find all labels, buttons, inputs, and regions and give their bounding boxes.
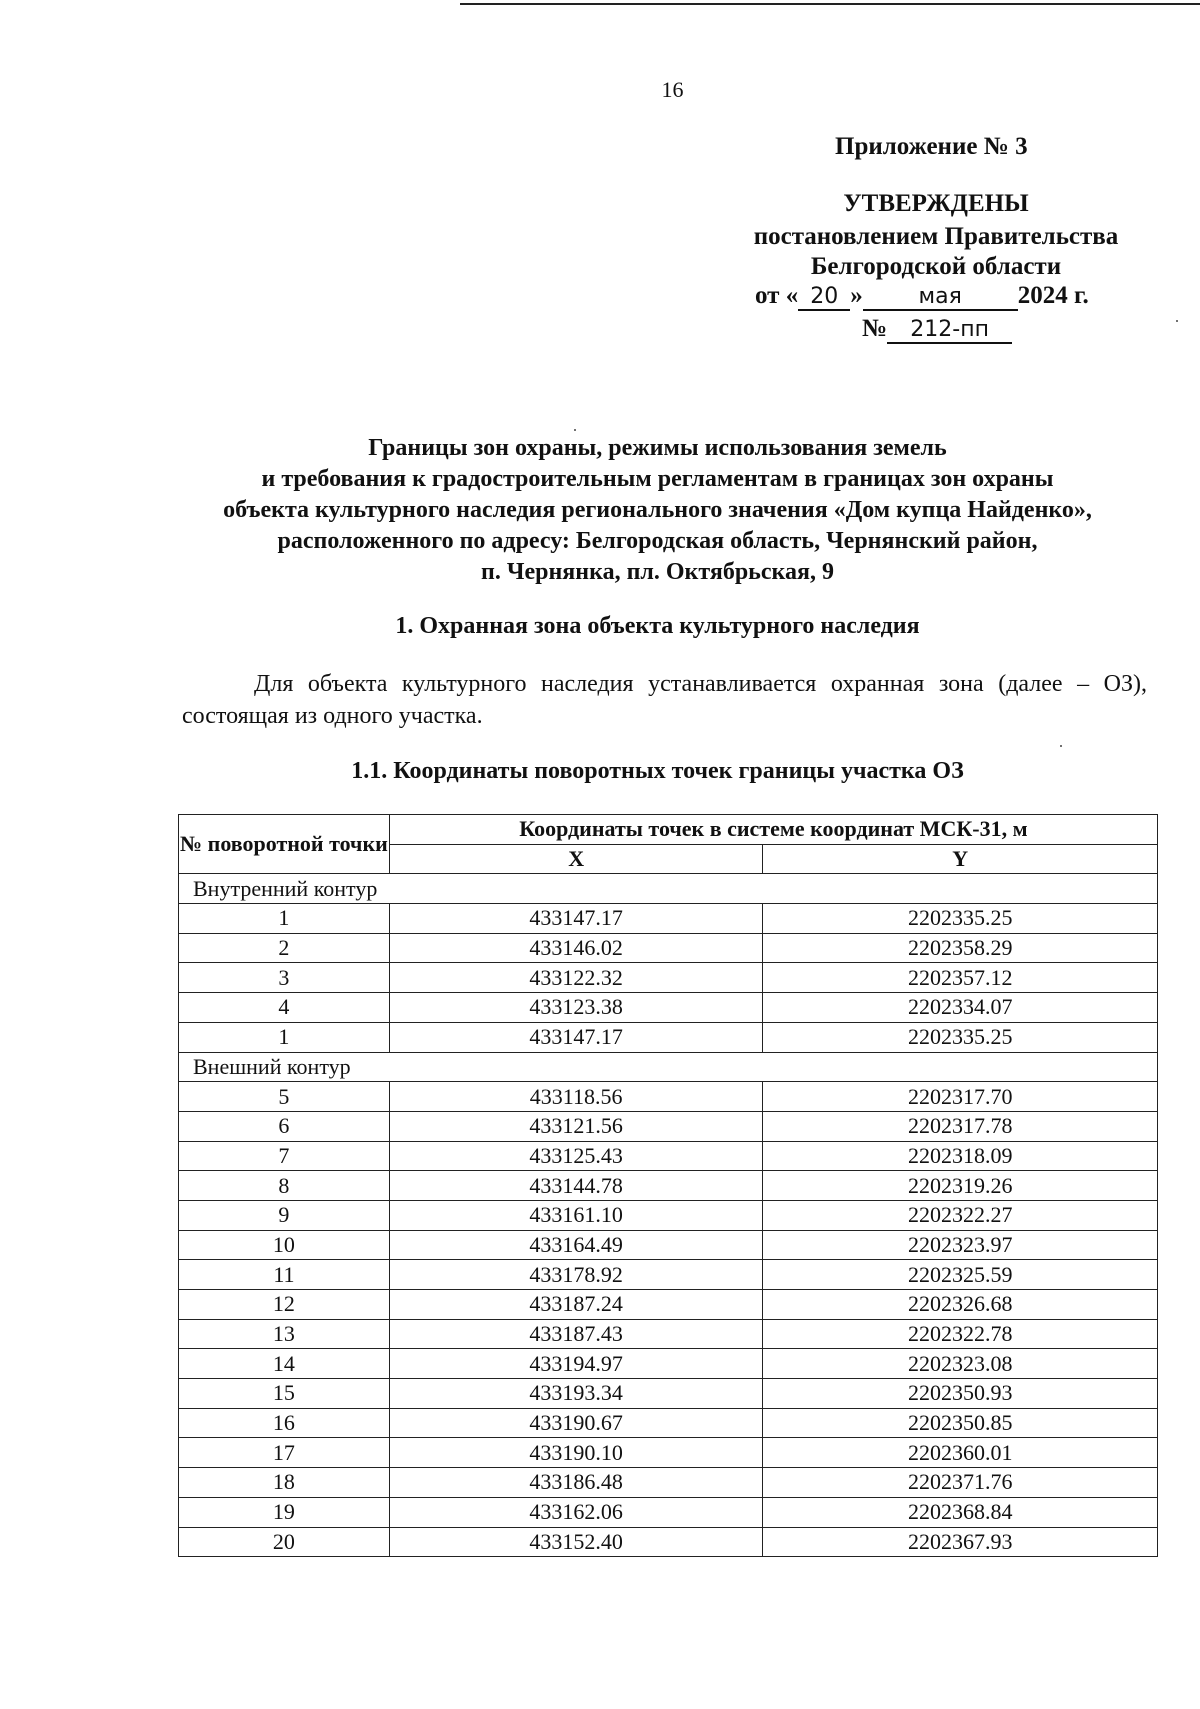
table-row bbox=[179, 1171, 1158, 1201]
scan-top-edge-line bbox=[460, 3, 1200, 5]
contour-label: Внутренний контур bbox=[179, 874, 1158, 904]
point-number-cell: 16 bbox=[179, 1408, 390, 1438]
number-value: 212-пп bbox=[887, 317, 1012, 344]
table-group-row bbox=[179, 1052, 1158, 1082]
title-line: Границы зон охраны, режимы использования земель bbox=[368, 435, 947, 461]
x-coordinate-cell: 433190.67 bbox=[389, 1408, 763, 1438]
point-number-cell: 17 bbox=[179, 1438, 390, 1468]
approved-heading: УТВЕРЖДЕНЫ bbox=[843, 190, 1029, 217]
x-coordinate-cell: 433193.34 bbox=[389, 1379, 763, 1409]
point-number-cell: 1 bbox=[179, 1022, 390, 1052]
table-row bbox=[179, 1230, 1158, 1260]
page-number: 16 bbox=[661, 77, 684, 102]
table-row bbox=[179, 1200, 1158, 1230]
date-year: 2024 г. bbox=[1017, 282, 1089, 309]
contour-label: Внешний контур bbox=[179, 1052, 1158, 1082]
point-number-cell: 2 bbox=[179, 933, 390, 963]
table-row bbox=[179, 1141, 1158, 1171]
y-coordinate-cell: 2202335.25 bbox=[763, 1022, 1158, 1052]
table-row bbox=[179, 963, 1158, 993]
table-row bbox=[179, 1468, 1158, 1498]
table-row bbox=[179, 904, 1158, 934]
approval-date bbox=[755, 282, 1089, 311]
table-row bbox=[179, 1408, 1158, 1438]
date-mid: » bbox=[850, 282, 863, 309]
y-coordinate-cell: 2202326.68 bbox=[763, 1290, 1158, 1320]
x-coordinate-cell: 433118.56 bbox=[389, 1082, 763, 1112]
point-number-cell: 19 bbox=[179, 1497, 390, 1527]
x-coordinate-cell: 433164.49 bbox=[389, 1230, 763, 1260]
x-coordinate-cell: 433194.97 bbox=[389, 1349, 763, 1379]
table-row bbox=[179, 993, 1158, 1023]
x-coordinate-cell: 433178.92 bbox=[389, 1260, 763, 1290]
y-coordinate-cell: 2202318.09 bbox=[763, 1141, 1158, 1171]
point-number-cell: 20 bbox=[179, 1527, 390, 1557]
scan-speck bbox=[1060, 745, 1062, 747]
y-coordinate-cell: 2202371.76 bbox=[763, 1468, 1158, 1498]
y-coordinate-cell: 2202322.27 bbox=[763, 1200, 1158, 1230]
x-coordinate-cell: 433187.43 bbox=[389, 1319, 763, 1349]
title-line: и требования к градостроительным регламентам в границах зон охраны bbox=[261, 466, 1054, 492]
x-coordinate-cell: 433162.06 bbox=[389, 1497, 763, 1527]
body-paragraph: Для объекта культурного наследия устанавливается охранная зона (далее – ОЗ), состоящая из одного участка. bbox=[182, 671, 1147, 729]
scan-speck bbox=[1176, 320, 1178, 322]
x-coordinate-cell: 433190.10 bbox=[389, 1438, 763, 1468]
x-coordinate-cell: 433187.24 bbox=[389, 1290, 763, 1320]
x-coordinate-cell: 433161.10 bbox=[389, 1200, 763, 1230]
table-row bbox=[179, 1438, 1158, 1468]
table-row bbox=[179, 1260, 1158, 1290]
approval-text bbox=[736, 222, 1136, 282]
x-coordinate-cell: 433152.40 bbox=[389, 1527, 763, 1557]
y-coordinate-cell: 2202360.01 bbox=[763, 1438, 1158, 1468]
approval-number bbox=[862, 315, 1012, 344]
point-number-cell: 15 bbox=[179, 1379, 390, 1409]
y-coordinate-cell: 2202358.29 bbox=[763, 933, 1158, 963]
approval-line: постановлением Правительства bbox=[753, 223, 1119, 250]
x-coordinate-cell: 433123.38 bbox=[389, 993, 763, 1023]
coordinates-table bbox=[178, 814, 1158, 1557]
date-month: мая bbox=[863, 284, 1018, 311]
y-coordinate-cell: 2202317.70 bbox=[763, 1082, 1158, 1112]
point-number-cell: 6 bbox=[179, 1111, 390, 1141]
y-coordinate-cell: 2202317.78 bbox=[763, 1111, 1158, 1141]
table-row bbox=[179, 1319, 1158, 1349]
x-coordinate-cell: 433144.78 bbox=[389, 1171, 763, 1201]
table-row bbox=[179, 1527, 1158, 1557]
x-coordinate-cell: 433125.43 bbox=[389, 1141, 763, 1171]
approval-line: Белгородской области bbox=[810, 253, 1062, 280]
x-coordinate-cell: 433122.32 bbox=[389, 963, 763, 993]
x-header: X bbox=[389, 844, 763, 874]
section-heading: 1. Охранная зона объекта культурного наследия bbox=[395, 613, 920, 639]
point-number-cell: 18 bbox=[179, 1468, 390, 1498]
x-coordinate-cell: 433147.17 bbox=[389, 904, 763, 934]
date-prefix: от « bbox=[755, 282, 799, 309]
y-coordinate-cell: 2202334.07 bbox=[763, 993, 1158, 1023]
point-number-cell: 13 bbox=[179, 1319, 390, 1349]
y-coordinate-cell: 2202323.08 bbox=[763, 1349, 1158, 1379]
y-coordinate-cell: 2202335.25 bbox=[763, 904, 1158, 934]
point-number-cell: 14 bbox=[179, 1349, 390, 1379]
title-line: расположенного по адресу: Белгородская область, Чернянский район, bbox=[277, 528, 1038, 554]
point-number-cell: 9 bbox=[179, 1200, 390, 1230]
title-line: п. Чернянка, пл. Октябрьская, 9 bbox=[481, 559, 834, 585]
y-coordinate-cell: 2202367.93 bbox=[763, 1527, 1158, 1557]
document-title bbox=[170, 433, 1145, 588]
table-group-row bbox=[179, 874, 1158, 904]
x-coordinate-cell: 433147.17 bbox=[389, 1022, 763, 1052]
point-number-cell: 4 bbox=[179, 993, 390, 1023]
y-coordinate-cell: 2202323.97 bbox=[763, 1230, 1158, 1260]
subsection-heading: 1.1. Координаты поворотных точек границы участка ОЗ bbox=[351, 758, 964, 784]
point-number-cell: 1 bbox=[179, 904, 390, 934]
appendix-label: Приложение № 3 bbox=[835, 133, 1028, 160]
title-line: объекта культурного наследия регионального значения «Дом купца Найденко», bbox=[223, 497, 1092, 523]
y-coordinate-cell: 2202357.12 bbox=[763, 963, 1158, 993]
table-row bbox=[179, 1111, 1158, 1141]
table-body bbox=[179, 874, 1158, 1557]
y-coordinate-cell: 2202350.85 bbox=[763, 1408, 1158, 1438]
coordinates-header: Координаты точек в системе координат МСК-31, м bbox=[389, 815, 1157, 845]
x-coordinate-cell: 433121.56 bbox=[389, 1111, 763, 1141]
table-row bbox=[179, 1022, 1158, 1052]
point-number-header: № поворотной точки bbox=[179, 815, 390, 874]
table-row bbox=[179, 1379, 1158, 1409]
y-coordinate-cell: 2202322.78 bbox=[763, 1319, 1158, 1349]
table-row bbox=[179, 933, 1158, 963]
point-number-cell: 11 bbox=[179, 1260, 390, 1290]
x-coordinate-cell: 433146.02 bbox=[389, 933, 763, 963]
table-row bbox=[179, 1290, 1158, 1320]
y-coordinate-cell: 2202319.26 bbox=[763, 1171, 1158, 1201]
y-coordinate-cell: 2202350.93 bbox=[763, 1379, 1158, 1409]
number-prefix: № bbox=[862, 315, 888, 342]
point-number-cell: 7 bbox=[179, 1141, 390, 1171]
point-number-cell: 8 bbox=[179, 1171, 390, 1201]
point-number-cell: 5 bbox=[179, 1082, 390, 1112]
y-header: Y bbox=[763, 844, 1158, 874]
table-row bbox=[179, 1497, 1158, 1527]
table-row bbox=[179, 1082, 1158, 1112]
x-coordinate-cell: 433186.48 bbox=[389, 1468, 763, 1498]
scan-speck bbox=[574, 429, 576, 431]
point-number-cell: 10 bbox=[179, 1230, 390, 1260]
table-row bbox=[179, 1349, 1158, 1379]
y-coordinate-cell: 2202325.59 bbox=[763, 1260, 1158, 1290]
point-number-cell: 3 bbox=[179, 963, 390, 993]
point-number-cell: 12 bbox=[179, 1290, 390, 1320]
date-day: 20 bbox=[798, 284, 850, 311]
y-coordinate-cell: 2202368.84 bbox=[763, 1497, 1158, 1527]
